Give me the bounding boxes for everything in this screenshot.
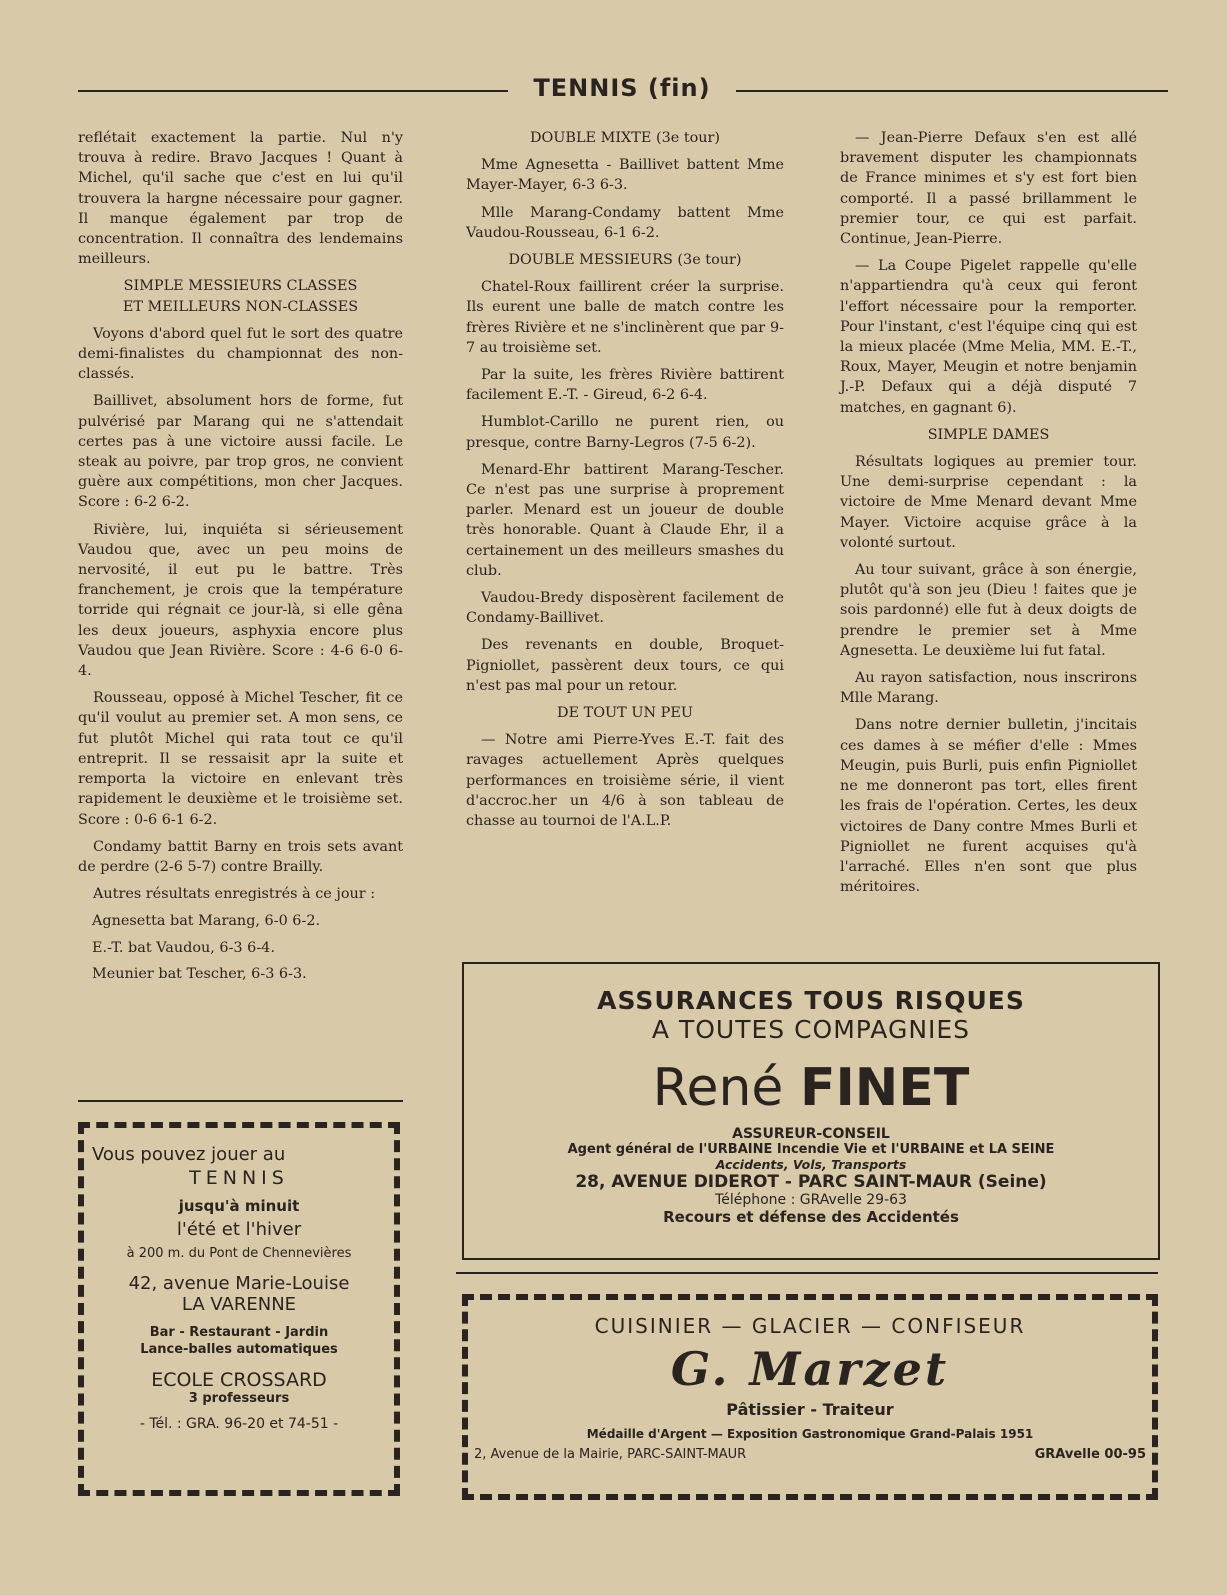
advert-marzet [462, 1294, 1158, 1500]
ad-phone: - Tél. : GRA. 96-20 et 74-51 - [139, 1416, 339, 1432]
advert-finet [462, 962, 1160, 1260]
section-heading: SIMPLE DAMES [927, 426, 1050, 443]
header-rule-left [78, 90, 508, 92]
paragraph: reflétait exactement la partie. Nul n'y trouva à redire. Bravo Jacques ! Quant à Michel, qu'il sache que c'est en lui qu'il trouvera la hargne nécessaire pour gagner. Il manque également par trop de concentration. Il connaîtra des lendemains meilleurs. [78, 130, 403, 268]
ad-footer [468, 1447, 1152, 1462]
paragraph: Menard-Ehr battirent Marang-Tescher. Ce n'est pas une surprise à proprement parler. Menard est un joueur de double très honorable. Quant à Claude Ehr, il a certainement un des meilleurs smashes du club. [466, 461, 784, 579]
paragraph: Voyons d'abord quel fut le sort des quatre demi-finalistes du championnat des non-classés. [78, 325, 403, 383]
paragraph: Chatel-Roux faillirent créer la surprise. Ils eurent une balle de match contre les frères Rivière et ne s'inclinèrent que par 9-7 au troisième set. [466, 279, 784, 356]
result-line: Agnesetta bat Marang, 6-0 6-2. [92, 913, 321, 930]
ad-phone: Téléphone : GRAvelle 29-63 [715, 1192, 907, 1208]
section-heading: DOUBLE MIXTE (3e tour) [529, 130, 721, 146]
ad-line: ECOLE CROSSARD [151, 1369, 327, 1391]
paragraph: Par la suite, les frères Rivière battirent facilement E.-T. - Gireud, 6-2 6-4. [466, 367, 784, 404]
ad-line: Accidents, Vols, Transports [715, 1157, 907, 1172]
header-rule-right [736, 90, 1168, 92]
ad-address: 28, AVENUE DIDEROT - PARC SAINT-MAUR (Seine) [575, 1172, 1047, 1192]
ad-line: Vous pouvez jouer au [92, 1144, 286, 1165]
result-line: E.-T. bat Vaudou, 6-3 6-4. [92, 939, 275, 956]
column-2 [466, 128, 784, 838]
ad-address: 2, Avenue de la Mairie, PARC-SAINT-MAUR [474, 1447, 747, 1462]
paragraph: Rousseau, opposé à Michel Tescher, fit ce qu'il voulut au premier set. A mon sens, ce fut plutôt Michel qui rata tout ce qu'il entreprit. Il se ressaisit apr la suite et remporta la victoire en enlevant très rapidement le deuxième et le troisième set. Score : 0-6 6-1 6-2. [78, 690, 403, 828]
ad-name: G. Marzet [670, 1342, 950, 1396]
paragraph: Baillivet, absolument hors de forme, fut pulvérisé par Marang qui ne s'attendait certes pas à une victoire aussi facile. Le steak au poivre, par trop gros, ne convient guère aux compétitions, mon cher Jacques. Score : 6-2 6-2. [78, 393, 403, 511]
ad-line: A TOUTES COMPAGNIES [651, 1015, 971, 1044]
section-heading: DOUBLE MESSIEURS (3e tour) [508, 252, 742, 269]
paragraph: Rivière, lui, inquiéta si sérieusement Vaudou que, avec un peu moins de nervosité, il eut pu le battre. Très franchement, je crois que la température torride qui régnait ce jour-là, si elle gêna les deux joueurs, asphyxia encore plus Vaudou que Jean Rivière. Score : 4-6 6-0 6-4. [78, 521, 403, 680]
divider [456, 1272, 1158, 1274]
paragraph: Mme Agnesetta - Baillivet battent Mme Mayer-Mayer, 6-3 6-3. [466, 157, 784, 194]
section-heading: SIMPLE MESSIEURS CLASSES ET MEILLEURS NON-CLASSES [122, 278, 359, 315]
ad-phone: GRAvelle 00-95 [1034, 1447, 1146, 1462]
ad-line: CUISINIER — GLACIER — CONFISEUR [594, 1314, 1026, 1338]
paragraph: — Notre ami Pierre-Yves E.-T. fait des ravages actuellement Après quelques performances en troisième série, il vient d'accroc.her un 4/6 à son tableau de chasse au tournoi de l'A.L.P. [466, 732, 784, 830]
advert-tennis [78, 1122, 400, 1496]
paragraph: Humblot-Carillo ne purent rien, ou presque, contre Barny-Legros (7-5 6-2). [466, 414, 784, 451]
ad-line: LA VARENNE [181, 1294, 297, 1315]
ad-line: ASSURANCES TOUS RISQUES [597, 986, 1025, 1015]
ad-line: TENNIS [189, 1167, 289, 1189]
ad-line: Lance-balles automatiques [140, 1342, 338, 1357]
section-heading: DE TOUT UN PEU [557, 705, 693, 722]
ad-line: Médaille d'Argent — Exposition Gastronomique Grand-Palais 1951 [586, 1427, 1034, 1441]
column-1 [78, 128, 403, 990]
ad-line: jusqu'à minuit [178, 1197, 300, 1215]
result-line: Meunier bat Tescher, 6-3 6-3. [92, 965, 307, 982]
ad-line: Agent général de l'URBAINE Incendie Vie et l'URBAINE et LA SEINE [567, 1142, 1055, 1157]
paragraph: — La Coupe Pigelet rappelle qu'elle n'appartiendra qu'à ceux qui feront l'effort nécessaire pour la remporter. Pour l'instant, c'est l'équipe cinq qui est la mieux placée (Mme Melia, MM. E.-T., Roux, Mayer, Meugin et notre benjamin J.-P. Defaux qui a déjà disputé 7 matches, en gagnant 6). [840, 258, 1137, 416]
paragraph: Des revenants en double, Broquet-Pigniollet, passèrent deux tours, ce qui n'est pas mal pour un retour. [466, 637, 784, 694]
divider [78, 1100, 403, 1102]
page-header [78, 72, 1168, 108]
page-title: TENNIS (fin) [533, 74, 711, 102]
paragraph: Autres résultats enregistrés à ce jour : [93, 886, 376, 903]
ad-line: ASSUREUR-CONSEIL [732, 1126, 890, 1142]
column-3 [840, 128, 1137, 904]
paragraph: Au tour suivant, grâce à son énergie, plutôt qu'à son jeu (Dieu ! faites que je sois pardonné) elle fut à deux doigts de prendre le premier set à Mme Agnesetta. Le deuxième lui fut fatal. [840, 562, 1137, 659]
ad-line: l'été et l'hiver [176, 1219, 302, 1240]
paragraph: — Jean-Pierre Defaux s'en est allé bravement disputer les championnats de France minimes et s'y est fort bien comporté. Il a passé brillamment le premier tour, ce qui est parfait. Continue, Jean-Pierre. [840, 130, 1137, 248]
ad-line: Bar - Restaurant - Jardin [149, 1325, 329, 1340]
paragraph: Mlle Marang-Condamy battent Mme Vaudou-Rousseau, 6-1 6-2. [466, 204, 784, 241]
paragraph: Résultats logiques au premier tour. Une demi-surprise cependant : la victoire de Mme Menard devant Mme Mayer. Victoire acquise grâce à la volonté surtout. [840, 454, 1137, 551]
ad-name: René FINET [652, 1058, 970, 1118]
paragraph: Vaudou-Bredy disposèrent facilement de Condamy-Baillivet. [466, 590, 784, 627]
paragraph: Dans notre dernier bulletin, j'incitais ces dames à se méfier d'elle : Mmes Meugin, puis Burli, puis enfin Pigniollet ne me donneront pas tort, elles firent les frais de l'opération. Certes, les deux victoires de Dany contre Mmes Burli et Pigniollet ne furent acquises qu'à l'arraché. Elles n'en sont que plus méritoires. [840, 717, 1137, 896]
ad-line: 3 professeurs [188, 1391, 290, 1406]
ad-line: Recours et défense des Accidentés [663, 1208, 959, 1226]
ad-address: 42, avenue Marie-Louise [128, 1273, 350, 1294]
paragraph: Condamy battit Barny en trois sets avant de perdre (2-6 5-7) contre Brailly. [78, 838, 403, 875]
ad-line: à 200 m. du Pont de Chennevières [126, 1246, 352, 1261]
paragraph: Au rayon satisfaction, nous inscrirons Mlle Marang. [840, 670, 1137, 707]
ad-line: Pâtissier - Traiteur [726, 1400, 894, 1419]
